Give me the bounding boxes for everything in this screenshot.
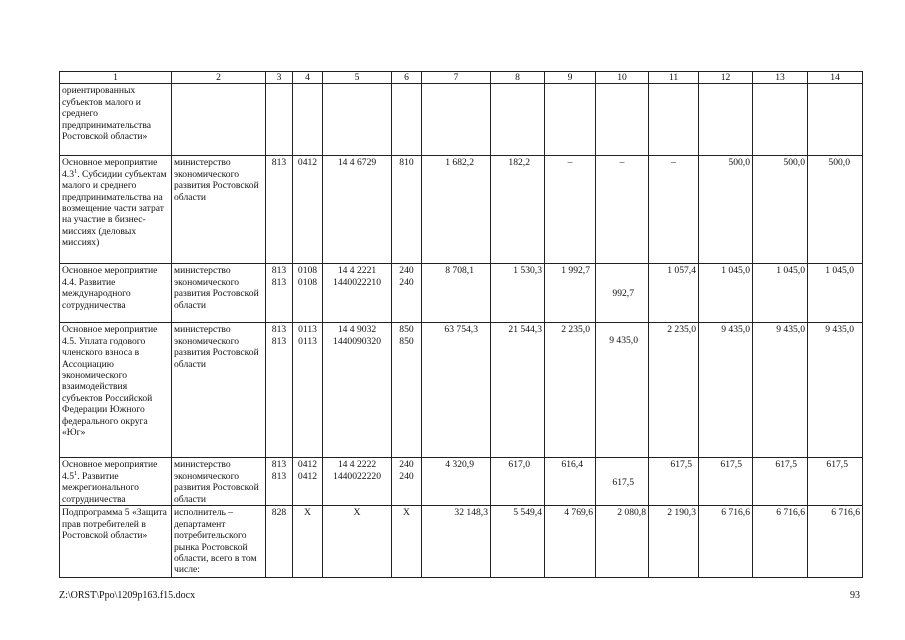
target-article-cell: 14 4 2222 1440022220	[323, 458, 392, 506]
column-number: 7	[422, 72, 491, 84]
program-name-cell: Основное мероприятие 4.5. Уплата годового членского взноса в Ассоциацию экономического взаимодействия субъектов Российской Федерации Южного федерального округа «Юг»	[60, 323, 172, 458]
column-number: 6	[392, 72, 422, 84]
column-number: 2	[172, 72, 266, 84]
executor-cell: министерство экономического развития Ростовской области	[172, 458, 266, 506]
column-number: 14	[808, 72, 863, 84]
expense-type-cell: 240 240	[392, 458, 422, 506]
table-row	[60, 84, 863, 156]
section-code-cell: 0113 0113	[293, 323, 323, 458]
section-code-cell: 0412 0412	[293, 458, 323, 506]
year-value-cell: 5 549,4	[491, 506, 545, 578]
year-value-cell: –	[596, 156, 649, 264]
grbs-code-cell: 828	[266, 506, 293, 578]
year-value-cell: 9 435,0	[808, 323, 863, 458]
year-value-cell: 1 045,0	[699, 264, 753, 323]
year-value-cell: 1 045,0	[808, 264, 863, 323]
grbs-code-cell: 813 813	[266, 264, 293, 323]
program-name-cell: Подпрограмма 5 «Защита прав потребителей в Ростовской области»	[60, 506, 172, 578]
executor-cell: министерство экономического развития Ростовской области	[172, 156, 266, 264]
program-name-cell: Основное мероприятие $4.3^1$. Субсидии субъектам малого и среднего предпринимательства на возмещение части затрат на участие в бизнес-миссиях (деловых миссиях)	[60, 156, 172, 264]
total-cell: 63 754,3	[422, 323, 491, 458]
column-number: 8	[491, 72, 545, 84]
table-row	[60, 264, 863, 323]
year-value-cell: 500,0	[753, 156, 808, 264]
year-value-cell: 6 716,6	[808, 506, 863, 578]
column-number: 3	[266, 72, 293, 84]
year-value-cell: 9 435,0	[699, 323, 753, 458]
column-number-row	[60, 72, 863, 84]
target-article-cell: 14 4 9032 1440090320	[323, 323, 392, 458]
year-value-cell: 617,5	[649, 458, 699, 506]
executor-cell: министерство экономического развития Ростовской области	[172, 264, 266, 323]
program-name-cell: ориентированных субъектов малого и среднего предпринимательства Ростовской области»	[60, 84, 172, 156]
total-cell: 1 682,2	[422, 156, 491, 264]
column-number: 12	[699, 72, 753, 84]
year-value-cell: 1 057,4	[649, 264, 699, 323]
year-value-cell: 1 530,3	[491, 264, 545, 323]
year-value-cell: 9 435,0	[753, 323, 808, 458]
table-row	[60, 323, 863, 458]
year-value-cell: 6 716,6	[699, 506, 753, 578]
total-cell: 8 708,1	[422, 264, 491, 323]
table-row	[60, 156, 863, 264]
year-value-cell: 6 716,6	[753, 506, 808, 578]
program-name-cell: Основное мероприятие $4.5^1$. Развитие межрегионального сотрудничества	[60, 458, 172, 506]
grbs-code-cell: 813 813	[266, 458, 293, 506]
year-value-cell: –	[649, 156, 699, 264]
year-value-cell: 182,2	[491, 156, 545, 264]
year-value-cell: 1 992,7	[545, 264, 596, 323]
column-number: 1	[60, 72, 172, 84]
year-value-cell: –	[545, 156, 596, 264]
grbs-code-cell: 813	[266, 156, 293, 264]
year-value-cell: 500,0	[699, 156, 753, 264]
column-number: 4	[293, 72, 323, 84]
executor-cell: министерство экономического развития Ростовской области	[172, 323, 266, 458]
year-value-cell: 2 080,8	[596, 506, 649, 578]
grbs-code-cell: 813 813	[266, 323, 293, 458]
year-value-cell: 617,5	[808, 458, 863, 506]
year-value-cell: 617,5	[753, 458, 808, 506]
table-row	[60, 506, 863, 578]
year-value-cell: 1 045,0	[753, 264, 808, 323]
year-value-cell: 21 544,3	[491, 323, 545, 458]
expense-type-cell: X	[392, 506, 422, 578]
year-value-cell: 617,5	[596, 458, 649, 506]
executor-cell	[172, 84, 266, 156]
footer-file-path: Z:\ORST\Ppo\1209p163.f15.docx	[59, 590, 196, 601]
total-cell: 4 320,9	[422, 458, 491, 506]
budget-table	[59, 71, 863, 578]
expense-type-cell: 240 240	[392, 264, 422, 323]
year-value-cell: 2 235,0	[649, 323, 699, 458]
expense-type-cell: 810	[392, 156, 422, 264]
year-value-cell: 2 190,3	[649, 506, 699, 578]
page-number: 93	[850, 590, 860, 601]
year-value-cell: 617,0	[491, 458, 545, 506]
column-number: 9	[545, 72, 596, 84]
target-article-cell: 14 4 6729	[323, 156, 392, 264]
year-value-cell: 616,4	[545, 458, 596, 506]
section-code-cell: 0108 0108	[293, 264, 323, 323]
year-value-cell: 4 769,6	[545, 506, 596, 578]
year-value-cell: 9 435,0	[596, 323, 649, 458]
column-number: 11	[649, 72, 699, 84]
target-article-cell: X	[323, 506, 392, 578]
expense-type-cell: 850 850	[392, 323, 422, 458]
target-article-cell: 14 4 2221 1440022210	[323, 264, 392, 323]
total-cell: 32 148,3	[422, 506, 491, 578]
program-name-cell: Основное мероприятие 4.4. Развитие международного сотрудничества	[60, 264, 172, 323]
column-number: 13	[753, 72, 808, 84]
year-value-cell: 2 235,0	[545, 323, 596, 458]
table-row	[60, 458, 863, 506]
year-value-cell: 992,7	[596, 264, 649, 323]
section-code-cell: 0412	[293, 156, 323, 264]
section-code-cell: X	[293, 506, 323, 578]
column-number: 10	[596, 72, 649, 84]
year-value-cell: 617,5	[699, 458, 753, 506]
executor-cell: исполнитель – департамент потребительского рынка Ростовской области, всего в том числе:	[172, 506, 266, 578]
year-value-cell: 500,0	[808, 156, 863, 264]
column-number: 5	[323, 72, 392, 84]
